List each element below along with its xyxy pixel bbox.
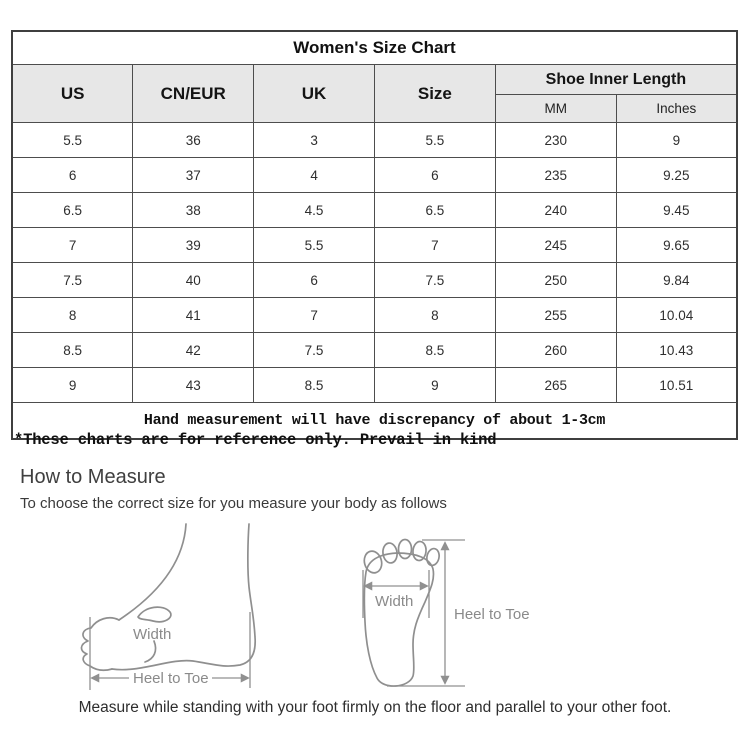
cell-mm: 235 bbox=[495, 158, 616, 193]
cell-cn-eur: 40 bbox=[133, 263, 254, 298]
cell-mm: 245 bbox=[495, 228, 616, 263]
toe bbox=[425, 547, 440, 566]
table-row bbox=[12, 158, 737, 193]
table-title: Women's Size Chart bbox=[12, 31, 737, 65]
cell-mm: 260 bbox=[495, 333, 616, 368]
foot-sole-heel-line bbox=[112, 524, 255, 670]
cell-size: 8 bbox=[374, 298, 495, 333]
foot-width-band-end bbox=[145, 641, 156, 662]
cell-size: 5.5 bbox=[374, 123, 495, 158]
footprint-diagram bbox=[352, 526, 582, 701]
cell-uk: 4 bbox=[254, 158, 375, 193]
cell-size: 7.5 bbox=[374, 263, 495, 298]
cell-uk: 7 bbox=[254, 298, 375, 333]
cell-us: 9 bbox=[12, 368, 133, 403]
cell-size: 8.5 bbox=[374, 333, 495, 368]
cell-inches: 9.65 bbox=[616, 228, 737, 263]
cell-uk: 5.5 bbox=[254, 228, 375, 263]
cell-uk: 3 bbox=[254, 123, 375, 158]
how-to-measure-subtitle: To choose the correct size for you measure your body as follows bbox=[20, 495, 447, 512]
cell-cn-eur: 41 bbox=[133, 298, 254, 333]
table-row bbox=[12, 263, 737, 298]
cell-inches: 9.45 bbox=[616, 193, 737, 228]
cell-size: 9 bbox=[374, 368, 495, 403]
how-to-measure-heading: How to Measure bbox=[20, 466, 166, 488]
cell-size: 6.5 bbox=[374, 193, 495, 228]
col-header-uk: UK bbox=[254, 65, 375, 123]
cell-uk: 7.5 bbox=[254, 333, 375, 368]
foot-width-band-loop bbox=[138, 607, 171, 622]
foot-toes-line bbox=[81, 618, 119, 670]
cell-us: 6.5 bbox=[12, 193, 133, 228]
table-row bbox=[12, 228, 737, 263]
cell-size: 6 bbox=[374, 158, 495, 193]
cell-mm: 255 bbox=[495, 298, 616, 333]
footprint-width-label: Width bbox=[375, 593, 414, 610]
cell-uk: 6 bbox=[254, 263, 375, 298]
cell-inches: 9.84 bbox=[616, 263, 737, 298]
col-header-inches: Inches bbox=[616, 95, 737, 123]
table-row bbox=[12, 333, 737, 368]
table-row bbox=[12, 368, 737, 403]
table-row bbox=[12, 193, 737, 228]
footprint-heel-to-toe-label: Heel to Toe bbox=[454, 606, 530, 623]
table-title-row bbox=[12, 31, 737, 65]
cell-cn-eur: 38 bbox=[133, 193, 254, 228]
col-header-size: Size bbox=[374, 65, 495, 123]
cell-inches: 10.51 bbox=[616, 368, 737, 403]
foot-side-view-diagram bbox=[65, 520, 275, 705]
side-foot-heel-to-toe-label: Heel to Toe bbox=[133, 670, 209, 687]
cell-inches: 9 bbox=[616, 123, 737, 158]
size-chart-table bbox=[11, 30, 738, 440]
measure-caption: Measure while standing with your foot firmly on the floor and parallel to your other foot. bbox=[78, 699, 672, 716]
cell-cn-eur: 36 bbox=[133, 123, 254, 158]
col-header-inner-length: Shoe Inner Length bbox=[495, 65, 737, 95]
cell-uk: 8.5 bbox=[254, 368, 375, 403]
cell-us: 5.5 bbox=[12, 123, 133, 158]
cell-cn-eur: 39 bbox=[133, 228, 254, 263]
foot-instep-line bbox=[119, 524, 186, 620]
cell-mm: 230 bbox=[495, 123, 616, 158]
cell-cn-eur: 43 bbox=[133, 368, 254, 403]
col-header-us: US bbox=[12, 65, 133, 123]
cell-mm: 250 bbox=[495, 263, 616, 298]
cell-us: 8.5 bbox=[12, 333, 133, 368]
col-header-cn-eur: CN/EUR bbox=[133, 65, 254, 123]
big-toe bbox=[362, 549, 384, 575]
table-row bbox=[12, 123, 737, 158]
table-row bbox=[12, 298, 737, 333]
cell-inches: 10.43 bbox=[616, 333, 737, 368]
cell-us: 7 bbox=[12, 228, 133, 263]
toe bbox=[399, 540, 412, 559]
cell-mm: 240 bbox=[495, 193, 616, 228]
cell-inches: 10.04 bbox=[616, 298, 737, 333]
side-foot-width-label: Width bbox=[133, 626, 172, 643]
table-footnote: Hand measurement will have discrepancy of about 1-3cm bbox=[12, 403, 737, 440]
cell-us: 6 bbox=[12, 158, 133, 193]
cell-size: 7 bbox=[374, 228, 495, 263]
cell-mm: 265 bbox=[495, 368, 616, 403]
cell-us: 8 bbox=[12, 298, 133, 333]
col-header-mm: MM bbox=[495, 95, 616, 123]
cell-inches: 9.25 bbox=[616, 158, 737, 193]
cell-cn-eur: 37 bbox=[133, 158, 254, 193]
table-header-row bbox=[12, 65, 737, 95]
cell-us: 7.5 bbox=[12, 263, 133, 298]
cell-uk: 4.5 bbox=[254, 193, 375, 228]
reference-disclaimer: *These charts are for reference only. Prevail in kind bbox=[14, 431, 497, 449]
cell-cn-eur: 42 bbox=[133, 333, 254, 368]
